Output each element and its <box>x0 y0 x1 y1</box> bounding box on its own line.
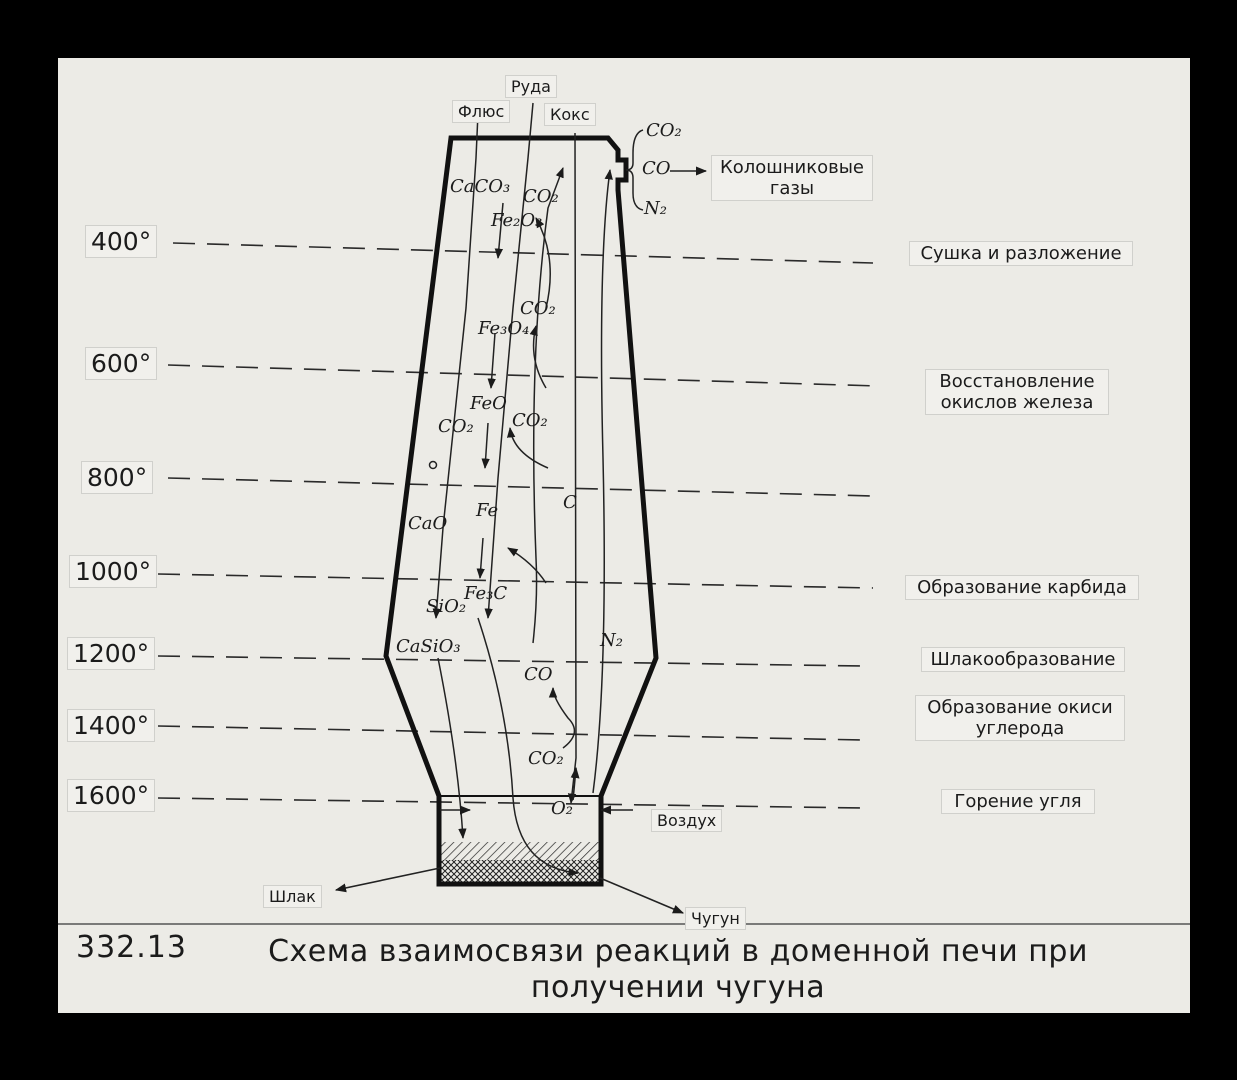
chem-co2-top: CO₂ <box>523 186 559 207</box>
top-n2: N₂ <box>644 198 667 219</box>
temp-800: 800° <box>82 462 152 493</box>
chem-sio2: SiO₂ <box>426 596 467 617</box>
slide-number: 332.13 <box>76 930 187 965</box>
top-co: CO <box>642 158 671 179</box>
chem-co2-a: CO₂ <box>520 298 556 319</box>
slag-layer <box>440 842 600 860</box>
chem-caco3: CaCO₃ <box>450 176 511 197</box>
chem-co2-b: CO₂ <box>512 410 548 431</box>
slag-label: Шлак <box>264 886 321 907</box>
temp-400: 400° <box>86 226 156 257</box>
zone-slag-formation: Шлакообразование <box>922 648 1124 671</box>
slide-caption <box>218 934 1138 1006</box>
caption-line2: получении чугуна <box>530 970 826 1005</box>
temp-600: 600° <box>86 348 156 379</box>
air-label: Воздух <box>652 810 721 831</box>
chem-fe2o3: Fe₂O₃ <box>491 210 543 231</box>
chem-fe: Fe <box>476 500 499 521</box>
slag-arrow <box>336 868 440 890</box>
zone-combustion: Горение угля <box>942 790 1094 813</box>
chem-feo: FeO <box>470 393 507 414</box>
zone-co-line2: углерода <box>975 718 1065 739</box>
coke-label: Кокс <box>545 104 595 125</box>
ore-label: Руда <box>506 76 556 97</box>
zone-drying: Сушка и разложение <box>910 242 1132 265</box>
zone-reduction-line2: окислов железа <box>940 392 1094 413</box>
zone-carbide: Образование карбида <box>906 576 1138 599</box>
temp-1200: 1200° <box>68 638 154 669</box>
zone-reduction <box>926 370 1108 414</box>
top-gases-label-line1: Колошниковые <box>719 157 865 178</box>
top-gases-label <box>712 156 872 200</box>
chem-fe3o4: Fe₃O₄ <box>478 318 530 339</box>
chem-casio3: CaSiO₃ <box>396 636 461 657</box>
temp-1600: 1600° <box>68 780 154 811</box>
chem-n2: N₂ <box>600 630 623 651</box>
chem-o2: O₂ <box>551 798 573 819</box>
chem-c: C <box>563 492 577 513</box>
chem-co: CO <box>524 664 553 685</box>
iron-label: Чугун <box>686 908 745 929</box>
chem-cao: CaO <box>408 513 448 534</box>
chem-co2-left: CO₂ <box>438 416 474 437</box>
iron-layer <box>440 860 600 882</box>
zone-co-line1: Образование окиси <box>927 697 1113 718</box>
temp-1000: 1000° <box>70 556 156 587</box>
zone-co <box>916 696 1124 740</box>
caption-line1: Схема взаимосвязи реакций в доменной печи при <box>268 934 1088 969</box>
chem-co2-bottom: CO₂ <box>528 748 564 769</box>
flux-label: Флюс <box>453 101 509 122</box>
slide <box>58 58 1190 1013</box>
blast-furnace-diagram <box>58 58 1190 1013</box>
zone-reduction-line1: Восстановление <box>939 371 1095 392</box>
temp-1400: 1400° <box>68 710 154 741</box>
gas-brace <box>626 130 643 210</box>
iron-arrow <box>600 878 683 913</box>
top-co2: CO₂ <box>646 120 682 141</box>
top-gases-label-line2: газы <box>769 178 815 199</box>
chem-fe3c: Fe₃C <box>464 583 508 604</box>
